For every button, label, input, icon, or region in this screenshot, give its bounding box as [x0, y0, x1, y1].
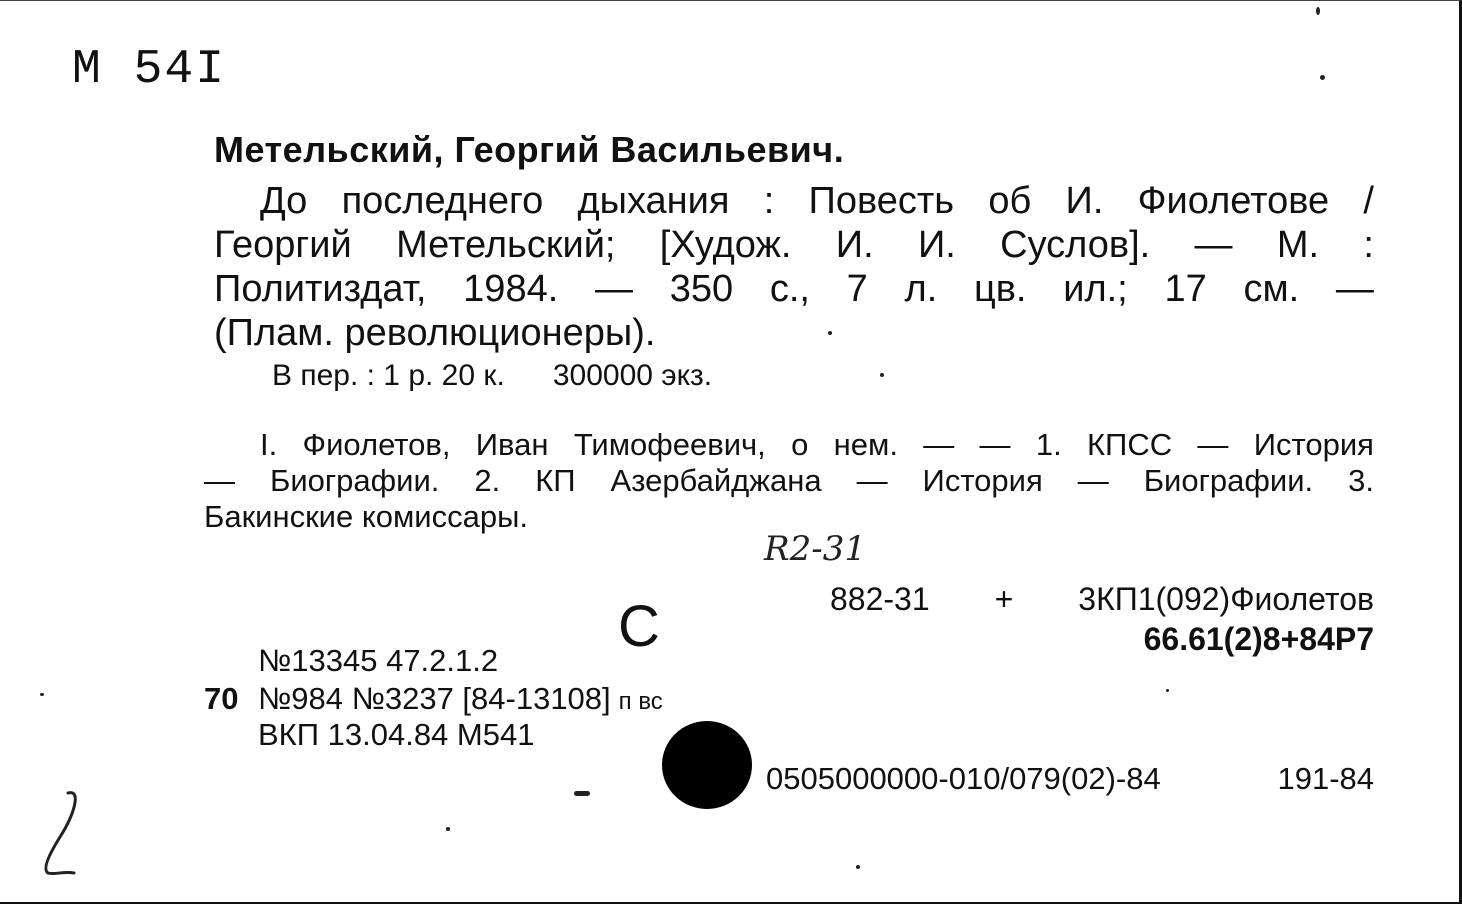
accession-line-2 [204, 681, 663, 717]
word: (Плам. революционеры). [214, 312, 656, 354]
word: 350 [669, 268, 734, 310]
word: 2. [474, 463, 501, 498]
word: Суслов]. [1000, 224, 1151, 266]
word: — [856, 463, 888, 498]
word: нем. [833, 427, 898, 462]
word: 1. [1035, 427, 1062, 462]
classification-code: 3КП1(092)Фиолетов [1078, 581, 1374, 617]
speck [574, 791, 590, 796]
word: — [1194, 224, 1233, 266]
binding-price-line [272, 359, 712, 393]
bibliographic-description [214, 179, 1374, 355]
accession-suffix: п вс [618, 688, 663, 715]
description-line [214, 267, 1374, 311]
speck [1320, 75, 1325, 80]
word: Фиолетове [1137, 180, 1330, 222]
word: — [594, 268, 633, 310]
word: История [1253, 427, 1374, 462]
speck [1166, 689, 1169, 692]
word: Фиолетов, [302, 427, 451, 462]
speck [40, 693, 44, 696]
word: 7 [846, 268, 868, 310]
speck [880, 373, 884, 377]
word: — [1077, 463, 1109, 498]
binding-price: В пер. : 1 р. 20 к. [272, 359, 505, 392]
subject-line [204, 463, 1374, 499]
word: М. [1276, 224, 1320, 266]
isbn-code: 0505000000-010/079(02)-84 [766, 761, 1161, 796]
accession-prefix: 70 [204, 681, 239, 716]
punch-hole [662, 721, 752, 809]
speck [828, 331, 832, 335]
word: см. [1243, 268, 1300, 310]
print-run: 300000 экз. [552, 359, 713, 392]
word: о [791, 427, 809, 462]
word: л. [904, 268, 938, 310]
description-line [214, 223, 1374, 267]
word: I. [260, 427, 278, 462]
word: Георгий [214, 224, 352, 266]
word: об [988, 180, 1032, 222]
word: 1984. [463, 268, 559, 310]
word: [Худож. [659, 224, 792, 266]
word: До [260, 180, 308, 222]
word: Иван [475, 427, 549, 462]
isbn-line [750, 761, 1374, 797]
word: 3. [1348, 463, 1374, 498]
word: КП [535, 463, 576, 498]
accession-line-3: ВКП 13.04.84 М541 [258, 717, 535, 752]
word: цв. [973, 268, 1027, 310]
word: : [1363, 224, 1374, 266]
word: И. [1065, 180, 1104, 222]
accession-numbers: №984 №3237 [84-13108] [258, 681, 611, 716]
word: : [763, 180, 775, 222]
word: — [923, 427, 955, 462]
word: Метельский; [396, 224, 616, 266]
description-line [214, 179, 1374, 223]
word: дыхания [577, 180, 730, 222]
word: / [1363, 180, 1374, 222]
word: последнего [341, 180, 544, 222]
subject-line [204, 427, 1374, 463]
subject-headings [204, 427, 1374, 535]
word: Тимофеевич, [573, 427, 766, 462]
word: Азербайджана [610, 463, 822, 498]
word: КПСС [1086, 427, 1173, 462]
speck [1316, 7, 1320, 15]
accession-line-1: №13345 47.2.1.2 [258, 643, 499, 678]
word: И. [835, 224, 874, 266]
word: 17 [1164, 268, 1207, 310]
handwritten-mark [30, 785, 90, 881]
call-number: М 54I [72, 43, 227, 97]
word: — [1197, 427, 1229, 462]
word: История [922, 463, 1043, 498]
speck [856, 865, 860, 869]
word: — [204, 463, 235, 498]
word: Политиздат, [214, 268, 427, 310]
word: — [979, 427, 1011, 462]
classification-line-2: 66.61(2)8+84Р7 [1143, 621, 1374, 657]
word: И. [917, 224, 956, 266]
word: с., [769, 268, 810, 310]
word: Биографии. [1143, 463, 1314, 498]
classification-code: 882-31 [830, 581, 930, 617]
word: ил.; [1063, 268, 1128, 310]
speck [446, 827, 450, 831]
letter-mark: С [618, 594, 660, 659]
word: Повесть [808, 180, 955, 222]
word: Бакинские комиссары. [204, 499, 528, 534]
card-number: 191-84 [1277, 761, 1374, 796]
author-heading: Метельский, Георгий Васильевич. [214, 129, 845, 170]
word: Биографии. [269, 463, 440, 498]
word: — [1335, 268, 1374, 310]
classification-plus: + [994, 581, 1014, 617]
description-line [214, 311, 1374, 355]
handwritten-code: R2-31 [764, 529, 866, 569]
classification-line-1 [830, 581, 1374, 618]
